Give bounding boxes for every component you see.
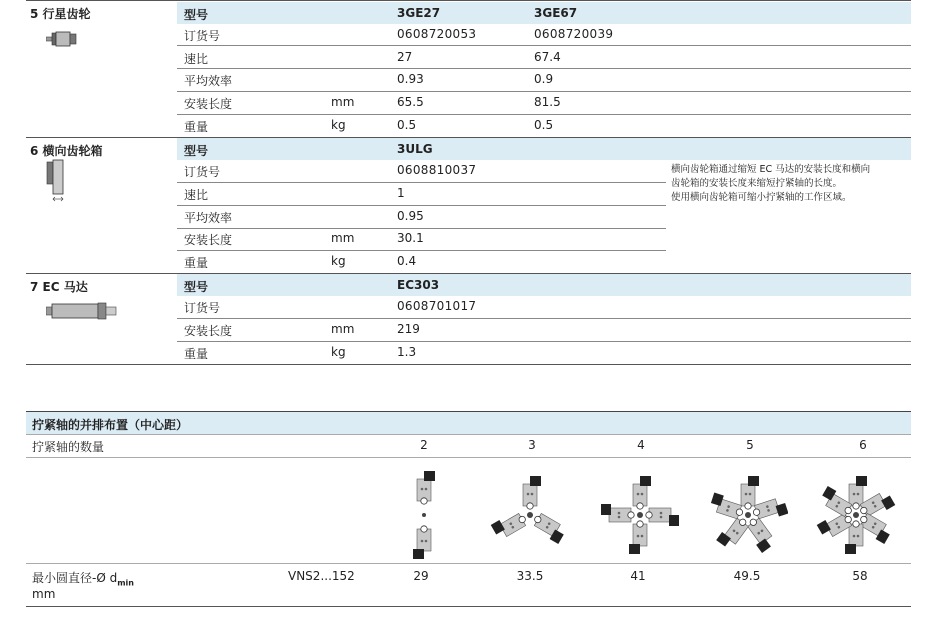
row-label: 重量 [184,256,209,270]
arrangement-center [527,512,533,518]
spindle-unit [413,526,431,559]
arrangement-center [853,512,859,518]
row-unit: kg [331,118,346,132]
section-5-title: 5 行星齿轮 [30,7,91,21]
arrangement-title: 拧紧轴的并排布置（中心距） [32,418,189,432]
angle-gearbox-icon [44,158,68,202]
row-label: 平均效率 [184,211,233,225]
min-value-2: 29 [413,569,429,583]
arrangement-6-spindles-icon [816,467,896,563]
row-v1: 0608720053 [397,27,477,41]
row-v1: 0608810037 [397,163,477,177]
row-v1: 65.5 [397,95,424,109]
row-label: 订货号 [184,29,221,43]
spindle-unit [523,476,541,509]
row-label: 订货号 [184,301,221,315]
row-label: 速比 [184,52,209,66]
row-unit: mm [331,322,355,336]
min-value-5: 49.5 [733,569,761,583]
count-4: 4 [637,438,645,452]
section-5-header [177,2,911,24]
note-line: 横向齿轮箱通过缩短 EC 马达的安装长度和横向 [671,164,871,175]
count-label: 拧紧轴的数量 [32,440,105,454]
row-v2: 0.9 [534,72,554,86]
row-v1: 0608701017 [397,299,477,313]
row-v1: 219 [397,322,420,336]
min-subscript: min [117,578,134,588]
row-v2: 0.5 [534,118,554,132]
row-v1: 1 [397,186,405,200]
row-v1: 0.95 [397,209,424,223]
angle-gearbox-note [671,163,870,205]
header-label: 型号 [184,280,209,294]
row-unit: mm [331,95,355,109]
row-unit: mm [331,231,355,245]
row-unit: kg [331,345,346,359]
row-v1: 30.1 [397,231,424,245]
spindle-unit [741,476,759,509]
row-v2: 67.4 [534,50,561,64]
row-v1: 0.5 [397,118,417,132]
min-value-6: 58 [852,569,868,583]
planetary-gear-icon [46,30,80,48]
spindle-unit [646,508,679,526]
count-6: 6 [859,438,867,452]
row-label: 安装长度 [184,324,233,338]
ec-motor-icon [46,302,118,320]
count-3: 3 [528,438,536,452]
row-label: 平均效率 [184,74,233,88]
header-col2: 3GE67 [534,6,578,20]
row-v2: 81.5 [534,95,561,109]
header-label: 型号 [184,144,209,158]
arrangement-2-spindles-icon [384,467,464,563]
row-label: 安装长度 [184,97,233,111]
min-value-4: 41 [630,569,646,583]
spindle-unit [629,521,647,554]
header-label: 型号 [184,8,209,22]
row-v1: 0.4 [397,254,417,268]
row-label: 重量 [184,347,209,361]
row-v2: 0608720039 [534,27,614,41]
section-6-header [177,138,911,160]
row-label: 速比 [184,188,209,202]
spindle-unit [601,504,634,522]
min-value-3: 33.5 [516,569,544,583]
row-label: 安装长度 [184,233,233,247]
arrangement-header [26,412,911,434]
arrangement-4-spindles-icon [600,467,680,563]
row-label: 重量 [184,120,209,134]
spindle-unit [743,516,777,553]
spindle-unit [633,476,651,509]
spindle-unit [417,471,435,504]
spindle-unit [716,513,750,550]
min-diameter-label [32,569,134,587]
row-v1: 0.93 [397,72,424,86]
row-unit: kg [331,254,346,268]
header-col1: 3GE27 [397,6,441,20]
spindle-unit [530,512,568,544]
spindle-unit [709,492,746,519]
count-2: 2 [420,438,428,452]
min-diameter-text: 最小圆直径-Ø d [32,571,118,585]
note-line: 使用横向齿轮箱可缩小拧紧轴的工作区域。 [671,192,852,203]
row-v1: 27 [397,50,413,64]
arrangement-center [637,512,643,518]
count-5: 5 [746,438,754,452]
row-v1: 1.3 [397,345,417,359]
section-7-title: 7 EC 马达 [30,280,88,294]
header-col1: EC303 [397,278,440,292]
model-label: VNS2...152 [288,569,355,583]
spindle-unit [491,508,529,540]
min-diameter-unit: mm [32,587,56,601]
arrangement-3-spindles-icon [490,467,570,563]
arrangement-center [745,512,751,518]
section-7-header [177,274,911,296]
arrangement-5-spindles-icon [708,467,788,563]
note-line: 齿轮箱的安装长度来缩短拧紧轴的长度。 [671,178,843,189]
row-label: 订货号 [184,165,221,179]
header-col1: 3ULG [397,142,433,156]
section-6-title: 6 横向齿轮箱 [30,144,103,158]
arrangement-center [422,513,426,517]
